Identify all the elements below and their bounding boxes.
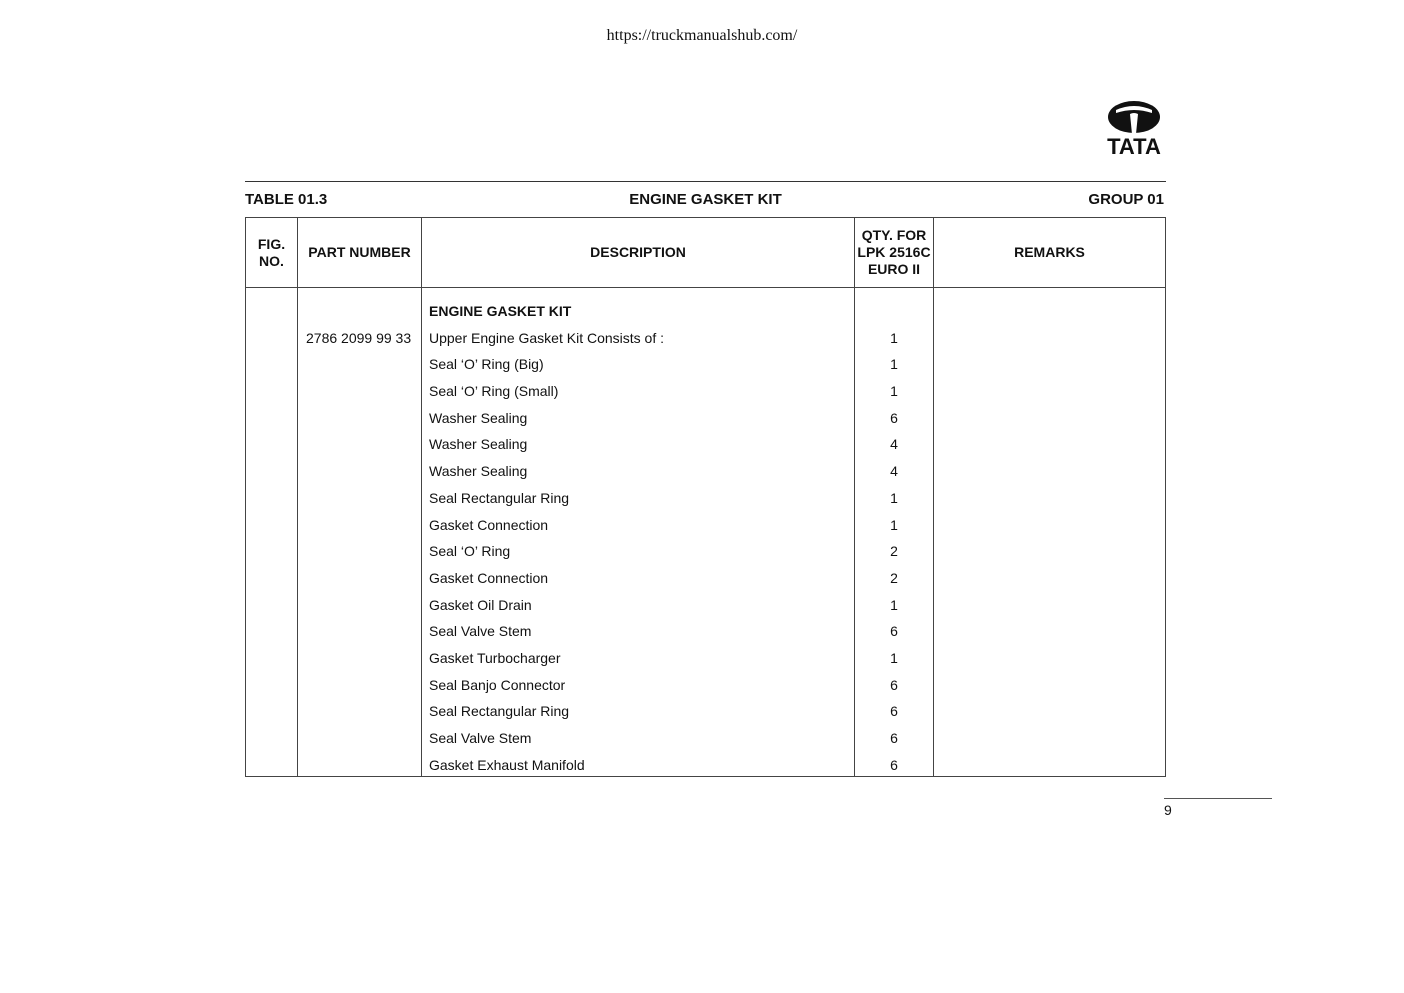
qty-cell: 6 [890, 730, 898, 746]
qty-cell: 4 [890, 436, 898, 453]
qty-cell: 6 [890, 703, 898, 720]
table-number: TABLE 01.3 [245, 191, 328, 208]
part-number-cell [298, 485, 421, 512]
part-number-cell [298, 752, 421, 779]
qty-cell: 6 [890, 409, 898, 426]
header-fig-no: FIG. NO. [257, 235, 286, 269]
part-number-cell [298, 725, 421, 752]
part-number-cell [298, 565, 421, 592]
description-cell: Seal ‘O’ Ring (Big) [429, 356, 544, 373]
description-cell: Seal ‘O’ Ring [429, 543, 511, 560]
qty-cell: 1 [890, 596, 898, 613]
footer-divider [1164, 798, 1272, 799]
part-number-cell [298, 512, 421, 539]
qty-cell: 1 [890, 516, 898, 533]
description-cell: Washer Sealing [429, 463, 528, 480]
table-title: ENGINE GASKET KIT [629, 191, 782, 208]
description-cell: Seal Valve Stem [429, 730, 532, 746]
header-description: DESCRIPTION [590, 244, 686, 260]
description-column [422, 298, 854, 778]
part-number-cell [298, 298, 421, 325]
qty-cell: 2 [890, 569, 898, 586]
header-remarks: REMARKS [1014, 244, 1085, 260]
description-cell: Seal Valve Stem [429, 623, 532, 640]
description-cell: Seal ‘O’ Ring (Small) [429, 383, 559, 400]
description-cell: Gasket Connection [429, 569, 549, 586]
description-cell: Gasket Connection [429, 516, 549, 533]
part-number-cell [298, 618, 421, 645]
qty-cell: 6 [890, 756, 898, 773]
description-cell: Gasket Exhaust Manifold [429, 756, 585, 773]
part-number-cell [298, 378, 421, 405]
description-cell: Washer Sealing [429, 409, 528, 426]
page-number: 9 [1164, 802, 1172, 818]
tata-logo [1100, 100, 1168, 162]
qty-cell: 2 [890, 543, 898, 560]
description-cell: Seal Rectangular Ring [429, 703, 570, 720]
source-url: https://truckmanualshub.com/ [606, 27, 798, 44]
description-cell: Upper Engine Gasket Kit Consists of : [429, 329, 664, 346]
qty-cell: 1 [890, 383, 898, 400]
group-label: GROUP 01 [1088, 191, 1164, 208]
part-number-cell [298, 698, 421, 725]
description-cell: Gasket Oil Drain [429, 596, 532, 613]
header-qty: QTY. FOR LPK 2516C EURO II [857, 227, 931, 277]
qty-cell [855, 298, 933, 325]
header-part-number: PART NUMBER [308, 244, 411, 260]
description-cell: Gasket Turbocharger [429, 649, 561, 666]
top-divider [245, 181, 1166, 182]
part-number-cell [298, 458, 421, 485]
tata-emblem-icon [1100, 100, 1168, 136]
qty-cell: 1 [890, 649, 898, 666]
table-title-row [245, 191, 1166, 211]
part-number-column [298, 298, 421, 778]
description-cell: Seal Rectangular Ring [429, 489, 570, 506]
parts-table [245, 217, 1166, 777]
qty-cell: 6 [890, 676, 898, 693]
part-number-cell [298, 645, 421, 672]
qty-cell: 1 [890, 356, 898, 373]
qty-cell: 4 [890, 463, 898, 480]
qty-cell: 1 [890, 329, 898, 346]
part-number-cell: 2786 2099 99 33 [306, 329, 412, 346]
header-divider [246, 287, 1165, 288]
qty-cell: 1 [890, 489, 898, 506]
description-cell: Seal Banjo Connector [429, 676, 566, 693]
col-divider [933, 218, 934, 776]
part-number-cell [298, 592, 421, 619]
qty-cell: 6 [890, 623, 898, 640]
logo-wordmark: TATA [1107, 134, 1161, 159]
part-number-cell [298, 672, 421, 699]
part-number-cell [298, 351, 421, 378]
part-number-cell [298, 538, 421, 565]
part-number-cell [298, 405, 421, 432]
section-heading: ENGINE GASKET KIT [429, 303, 572, 319]
description-cell: Washer Sealing [429, 436, 528, 453]
qty-column [855, 298, 933, 778]
part-number-cell [298, 431, 421, 458]
